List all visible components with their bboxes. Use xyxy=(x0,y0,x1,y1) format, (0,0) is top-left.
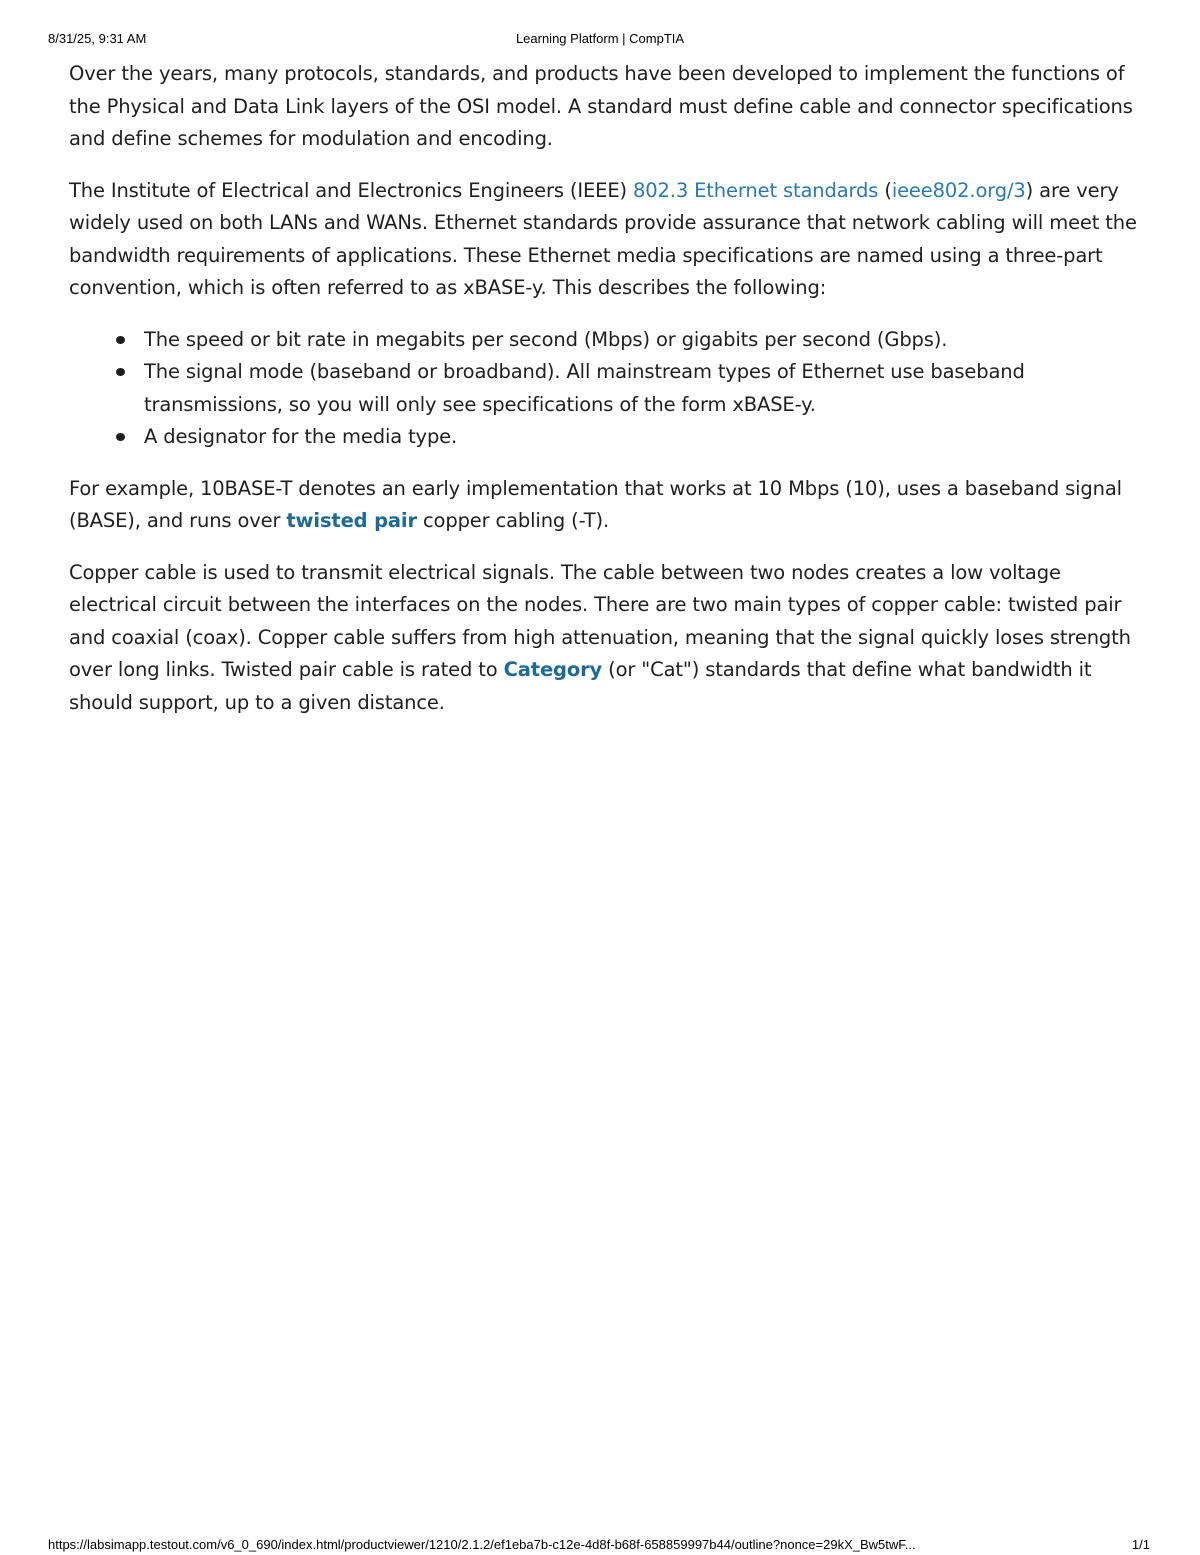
paragraph-example xyxy=(69,473,1144,538)
ethernet-standards-link[interactable]: 802.3 Ethernet standards xyxy=(633,178,879,202)
list-item: The speed or bit rate in megabits per second (Mbps) or gigabits per second (Gbps). xyxy=(144,324,1144,357)
paragraph-ieee-text-1: The Institute of Electrical and Electronics Engineers (IEEE) xyxy=(69,178,634,202)
print-footer xyxy=(0,1537,1200,1555)
ieee802-url-link[interactable]: ieee802.org/3 xyxy=(891,178,1026,202)
paragraph-copper-text-1: Copper cable is used to transmit electrical signals. The cable between two nodes creates a low voltage electrical circuit between the interfaces on the nodes. There are two main types of copper cable: twisted pair and coaxial (coax). Copper cable suffers from high attenuation, meaning that the signal quickly loses strength over long links. Twisted pair cable is rated to xyxy=(69,560,1131,681)
paragraph-example-text-2: copper cabling (-T). xyxy=(416,509,609,532)
article-content xyxy=(69,58,1144,738)
paragraph-copper-text-2: (or "Cat") standards that define what bandwidth it should support, up to a given distance. xyxy=(69,658,1092,714)
category-term-link[interactable]: Category xyxy=(503,658,603,681)
print-header xyxy=(0,31,1200,49)
list-item: The signal mode (baseband or broadband). All mainstream types of Ethernet use baseband transmissions, so you will only see specifications of the form xBASE-y. xyxy=(144,356,1144,421)
list-item: A designator for the media type. xyxy=(144,421,1144,454)
paragraph-copper xyxy=(69,557,1144,720)
xbase-convention-list xyxy=(69,324,1144,454)
paragraph-example-text-1: For example, 10BASE-T denotes an early implementation that works at 10 Mbps (10), uses a baseband signal (BASE), and runs over xyxy=(69,476,1122,532)
paragraph-ieee xyxy=(69,175,1144,305)
print-datetime: 8/31/25, 9:31 AM xyxy=(48,31,147,46)
paragraph-ieee-text-3: ) are very widely used on both LANs and WANs. Ethernet standards provide assurance that network cabling will meet the bandwidth requirements of applications. These Ethernet media specifications are named using a three-part convention, which is often referred to as xBASE-y. This describes the following: xyxy=(69,178,1137,299)
paragraph-intro: Over the years, many protocols, standards, and products have been developed to implement the functions of the Physical and Data Link layers of the OSI model. A standard must define cable and connector specifications and define schemes for modulation and encoding. xyxy=(69,62,1133,150)
paragraph-ieee-text-2: ( xyxy=(878,178,892,202)
print-page-title: Learning Platform | CompTIA xyxy=(515,31,685,46)
print-page-number: 1/1 xyxy=(1131,1537,1150,1552)
print-url: https://labsimapp.testout.com/v6_0_690/index.html/productviewer/1210/2.1.2/ef1eba7b-c12e-4d8f-b68f-658859997b44/outline?nonce=29kX_Bw5twF... xyxy=(48,1537,916,1552)
twisted-pair-term-link[interactable]: twisted pair xyxy=(286,509,417,532)
